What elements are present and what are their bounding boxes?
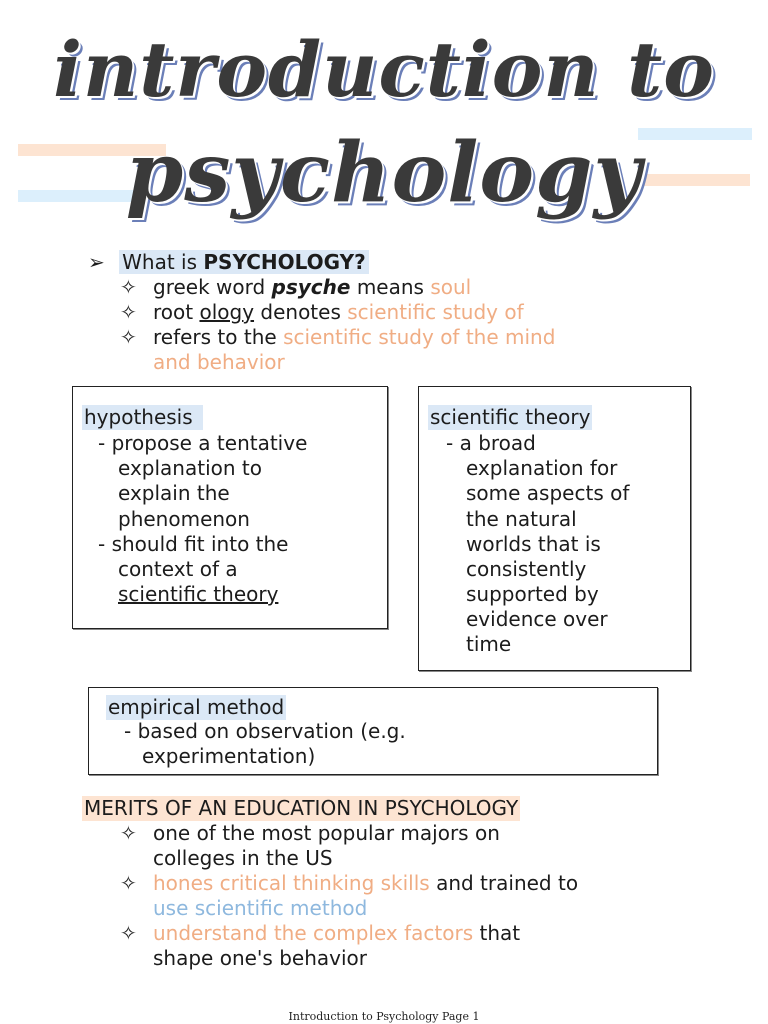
merit-critical-thinking: [153, 871, 578, 896]
question-line: [88, 250, 369, 275]
point-text: refers to the: [153, 325, 284, 349]
theory-line: explanation for: [466, 456, 618, 480]
star-bullet-icon: ✧: [120, 821, 137, 845]
empirical-line: - based on observation (e.g.: [124, 719, 406, 743]
merit-highlight: understand the complex factors: [153, 921, 474, 945]
point-refers-to-cont: and behavior: [153, 350, 285, 374]
hypothesis-line: explanation to: [118, 456, 262, 480]
theory-line: - a broad: [446, 431, 536, 455]
star-bullet-icon: ✧: [120, 921, 137, 945]
question-bold: PSYCHOLOGY?: [203, 250, 366, 274]
merit-complex-factors: [153, 921, 520, 946]
empirical-line: experimentation): [142, 744, 316, 768]
question-prefix: What is: [122, 250, 204, 274]
theory-line: supported by: [466, 582, 599, 606]
merit-text: that: [473, 921, 521, 945]
point-text: root: [153, 300, 200, 324]
merit-popular-major-cont: colleges in the US: [153, 846, 333, 870]
point-term: psyche: [271, 275, 351, 299]
theory-line: evidence over: [466, 607, 608, 631]
point-highlight: scientific study of: [347, 300, 524, 324]
theory-line: some aspects of: [466, 481, 630, 505]
merit-scientific-method: use scientific method: [153, 896, 368, 920]
scientific-theory-title: scientific theory: [430, 405, 591, 429]
hypothesis-line: - should fit into the: [98, 532, 289, 556]
point-highlight: scientific study of the mind: [283, 325, 556, 349]
star-bullet-icon: ✧: [120, 871, 137, 895]
point-highlight: soul: [430, 275, 472, 299]
star-bullet-icon: ✧: [120, 300, 137, 324]
theory-line: the natural: [466, 507, 577, 531]
merit-complex-factors-cont: shape one's behavior: [153, 946, 367, 970]
point-refers-to: [153, 325, 555, 350]
question-label: [119, 250, 369, 274]
point-term: ology: [199, 300, 255, 324]
point-text: denotes: [254, 300, 348, 324]
point-greek-word: [153, 275, 471, 300]
hypothesis-line: phenomenon: [118, 507, 250, 531]
arrow-bullet-icon: ➢: [88, 250, 105, 274]
point-text: greek word: [153, 275, 272, 299]
hypothesis-line: context of a: [118, 557, 238, 581]
page-title-line-1: introduction to: [53, 25, 715, 114]
page-title-line-2: psychology: [125, 125, 643, 221]
hypothesis-line-link: scientific theory: [118, 582, 279, 606]
theory-line: time: [466, 632, 512, 656]
hypothesis-line: - propose a tentative: [98, 431, 308, 455]
star-bullet-icon: ✧: [120, 275, 137, 299]
hypothesis-line: explain the: [118, 481, 230, 505]
merit-text: and trained to: [429, 871, 579, 895]
merits-heading: MERITS OF AN EDUCATION IN PSYCHOLOGY: [84, 796, 519, 820]
hypothesis-title: hypothesis: [82, 405, 203, 430]
theory-line: consistently: [466, 557, 587, 581]
point-text: means: [350, 275, 431, 299]
star-bullet-icon: ✧: [120, 325, 137, 349]
point-root-ology: [153, 300, 524, 325]
theory-line: worlds that is: [466, 532, 601, 556]
empirical-method-title: empirical method: [108, 695, 285, 719]
page-footer: Introduction to Psychology Page 1: [288, 1010, 480, 1023]
merit-popular-major: one of the most popular majors on: [153, 821, 500, 845]
merit-highlight: hones critical thinking skills: [153, 871, 430, 895]
